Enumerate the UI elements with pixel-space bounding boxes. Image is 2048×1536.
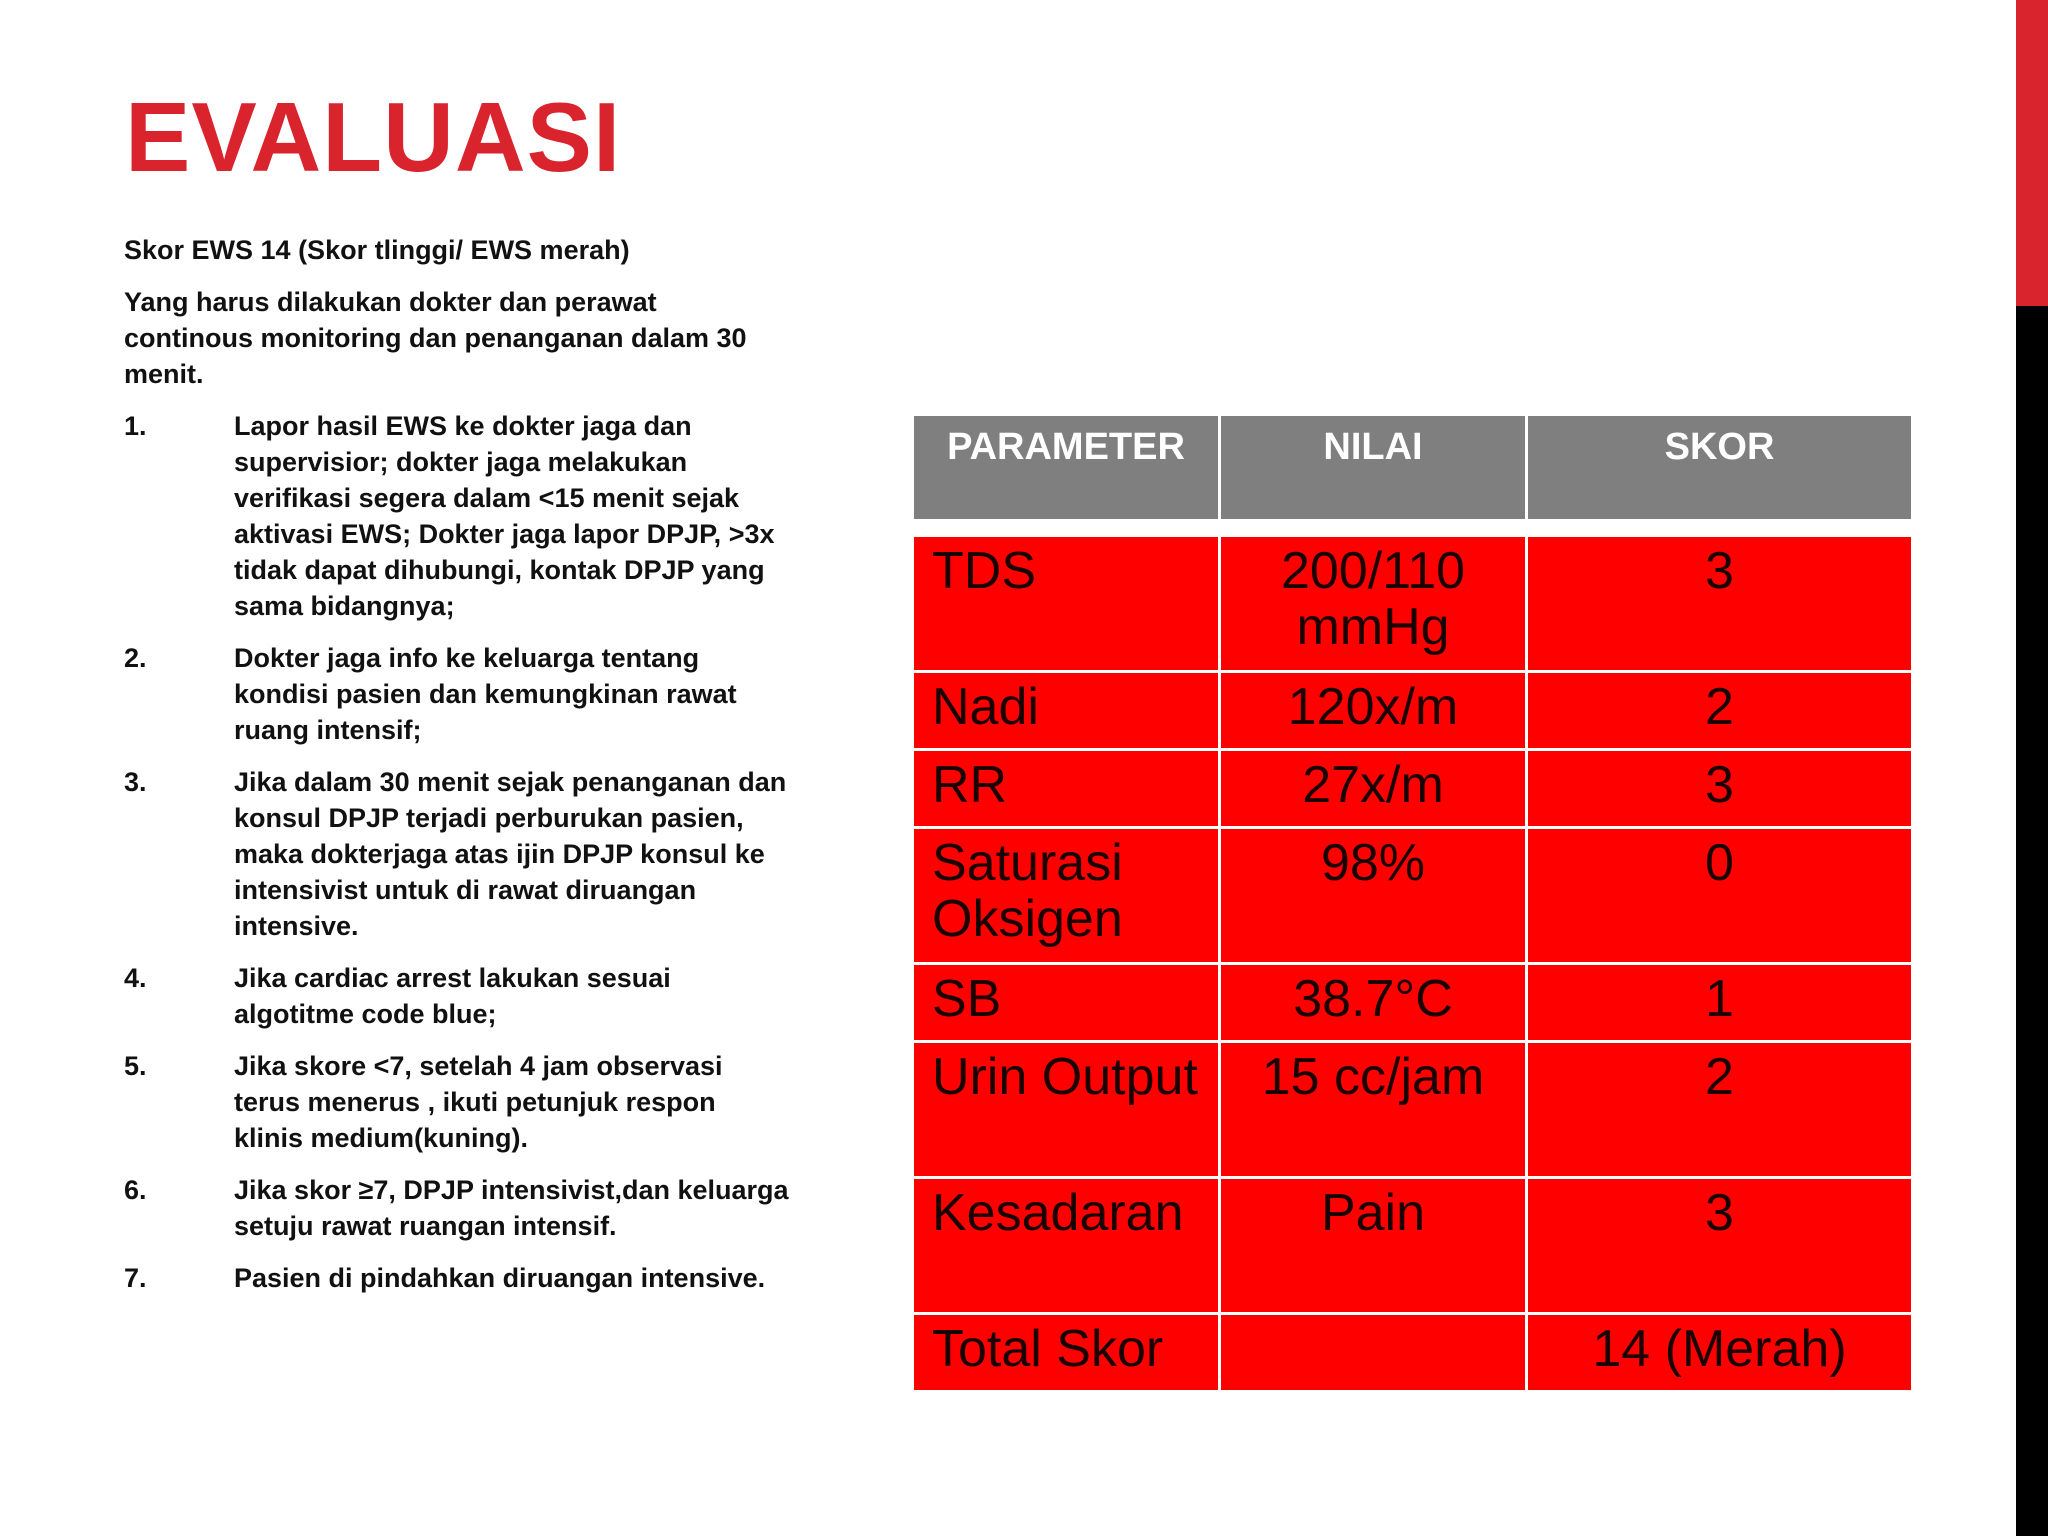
- cell-skor: 3: [1527, 750, 1913, 828]
- column-header-skor: SKOR: [1527, 415, 1913, 521]
- cell-skor: 3: [1527, 1178, 1913, 1314]
- list-item: [124, 640, 789, 748]
- cell-parameter: Urin Output: [913, 1042, 1220, 1178]
- step-number: 1.: [124, 411, 147, 441]
- cell-skor: 3: [1527, 536, 1913, 672]
- cell-skor: 2: [1527, 1042, 1913, 1178]
- cell-parameter: Total Skor: [913, 1314, 1220, 1392]
- step-number: 2.: [124, 643, 147, 673]
- cell-skor: 1: [1527, 964, 1913, 1042]
- list-item: [124, 960, 789, 1032]
- list-item: [124, 408, 789, 624]
- cell-nilai: Pain: [1220, 1178, 1527, 1314]
- action-steps-list: [124, 408, 789, 1296]
- table-row: [913, 750, 1913, 828]
- intro-instruction: Yang harus dilakukan dokter dan perawat continous monitoring dan penanganan dalam 30 menit.: [124, 287, 747, 389]
- step-text: Dokter jaga info ke keluarga tentang kondisi pasien dan kemungkinan rawat ruang intensif;: [234, 643, 737, 745]
- column-header-nilai: NILAI: [1220, 415, 1527, 521]
- step-number: 3.: [124, 767, 147, 797]
- step-number: 7.: [124, 1263, 147, 1293]
- step-number: 5.: [124, 1051, 147, 1081]
- list-item: [124, 1048, 789, 1156]
- step-text: Jika skor ≥7, DPJP intensivist,dan keluarga setuju rawat ruangan intensif.: [234, 1175, 789, 1241]
- column-header-parameter: PARAMETER: [913, 415, 1220, 521]
- cell-parameter: Saturasi Oksigen: [913, 828, 1220, 964]
- table-row: [913, 536, 1913, 672]
- table-row: [913, 964, 1913, 1042]
- table-row: [913, 672, 1913, 750]
- table-row-total: [913, 1314, 1913, 1392]
- list-item: [124, 1260, 789, 1296]
- step-text: Lapor hasil EWS ke dokter jaga dan supervisior; dokter jaga melakukan verifikasi segera dalam <15 menit sejak aktivasi EWS; Dokter jaga lapor DPJP, >3x tidak dapat dihubungi, kontak DPJP yang sama bidangnya;: [234, 411, 775, 621]
- list-item: [124, 1172, 789, 1244]
- evaluation-text: [124, 232, 789, 1312]
- step-number: 6.: [124, 1175, 147, 1205]
- cell-parameter: SB: [913, 964, 1220, 1042]
- ews-score-table: [911, 413, 1914, 1393]
- step-text: Pasien di pindahkan diruangan intensive.: [234, 1263, 766, 1293]
- slide-title: EVALUASI: [125, 82, 622, 192]
- cell-nilai: 15 cc/jam: [1220, 1042, 1527, 1178]
- intro-score-line: Skor EWS 14 (Skor tlinggi/ EWS merah): [124, 235, 630, 265]
- list-item: [124, 764, 789, 944]
- cell-parameter: TDS: [913, 536, 1220, 672]
- cell-nilai: 200/110 mmHg: [1220, 536, 1527, 672]
- accent-bar-red: [2016, 0, 2048, 306]
- table-row: [913, 828, 1913, 964]
- table-header-row: [913, 415, 1913, 521]
- step-text: Jika cardiac arrest lakukan sesuai algotitme code blue;: [234, 963, 671, 1029]
- step-text: Jika dalam 30 menit sejak penanganan dan konsul DPJP terjadi perburukan pasien, maka dokterjaga atas ijin DPJP konsul ke intensivist untuk di rawat diruangan intensive.: [234, 767, 787, 941]
- table-row: [913, 1178, 1913, 1314]
- table-row: [913, 1042, 1913, 1178]
- cell-parameter: RR: [913, 750, 1220, 828]
- cell-nilai: 27x/m: [1220, 750, 1527, 828]
- step-number: 4.: [124, 963, 147, 993]
- cell-parameter: Nadi: [913, 672, 1220, 750]
- cell-skor: 0: [1527, 828, 1913, 964]
- cell-nilai: 120x/m: [1220, 672, 1527, 750]
- cell-skor: 2: [1527, 672, 1913, 750]
- cell-nilai: 98%: [1220, 828, 1527, 964]
- cell-nilai: [1220, 1314, 1527, 1392]
- cell-skor-total: 14 (Merah): [1527, 1314, 1913, 1392]
- cell-nilai: 38.7°C: [1220, 964, 1527, 1042]
- cell-parameter: Kesadaran: [913, 1178, 1220, 1314]
- accent-bar-black: [2016, 306, 2048, 1536]
- step-text: Jika skore <7, setelah 4 jam observasi terus menerus , ikuti petunjuk respon klinis medium(kuning).: [234, 1051, 723, 1153]
